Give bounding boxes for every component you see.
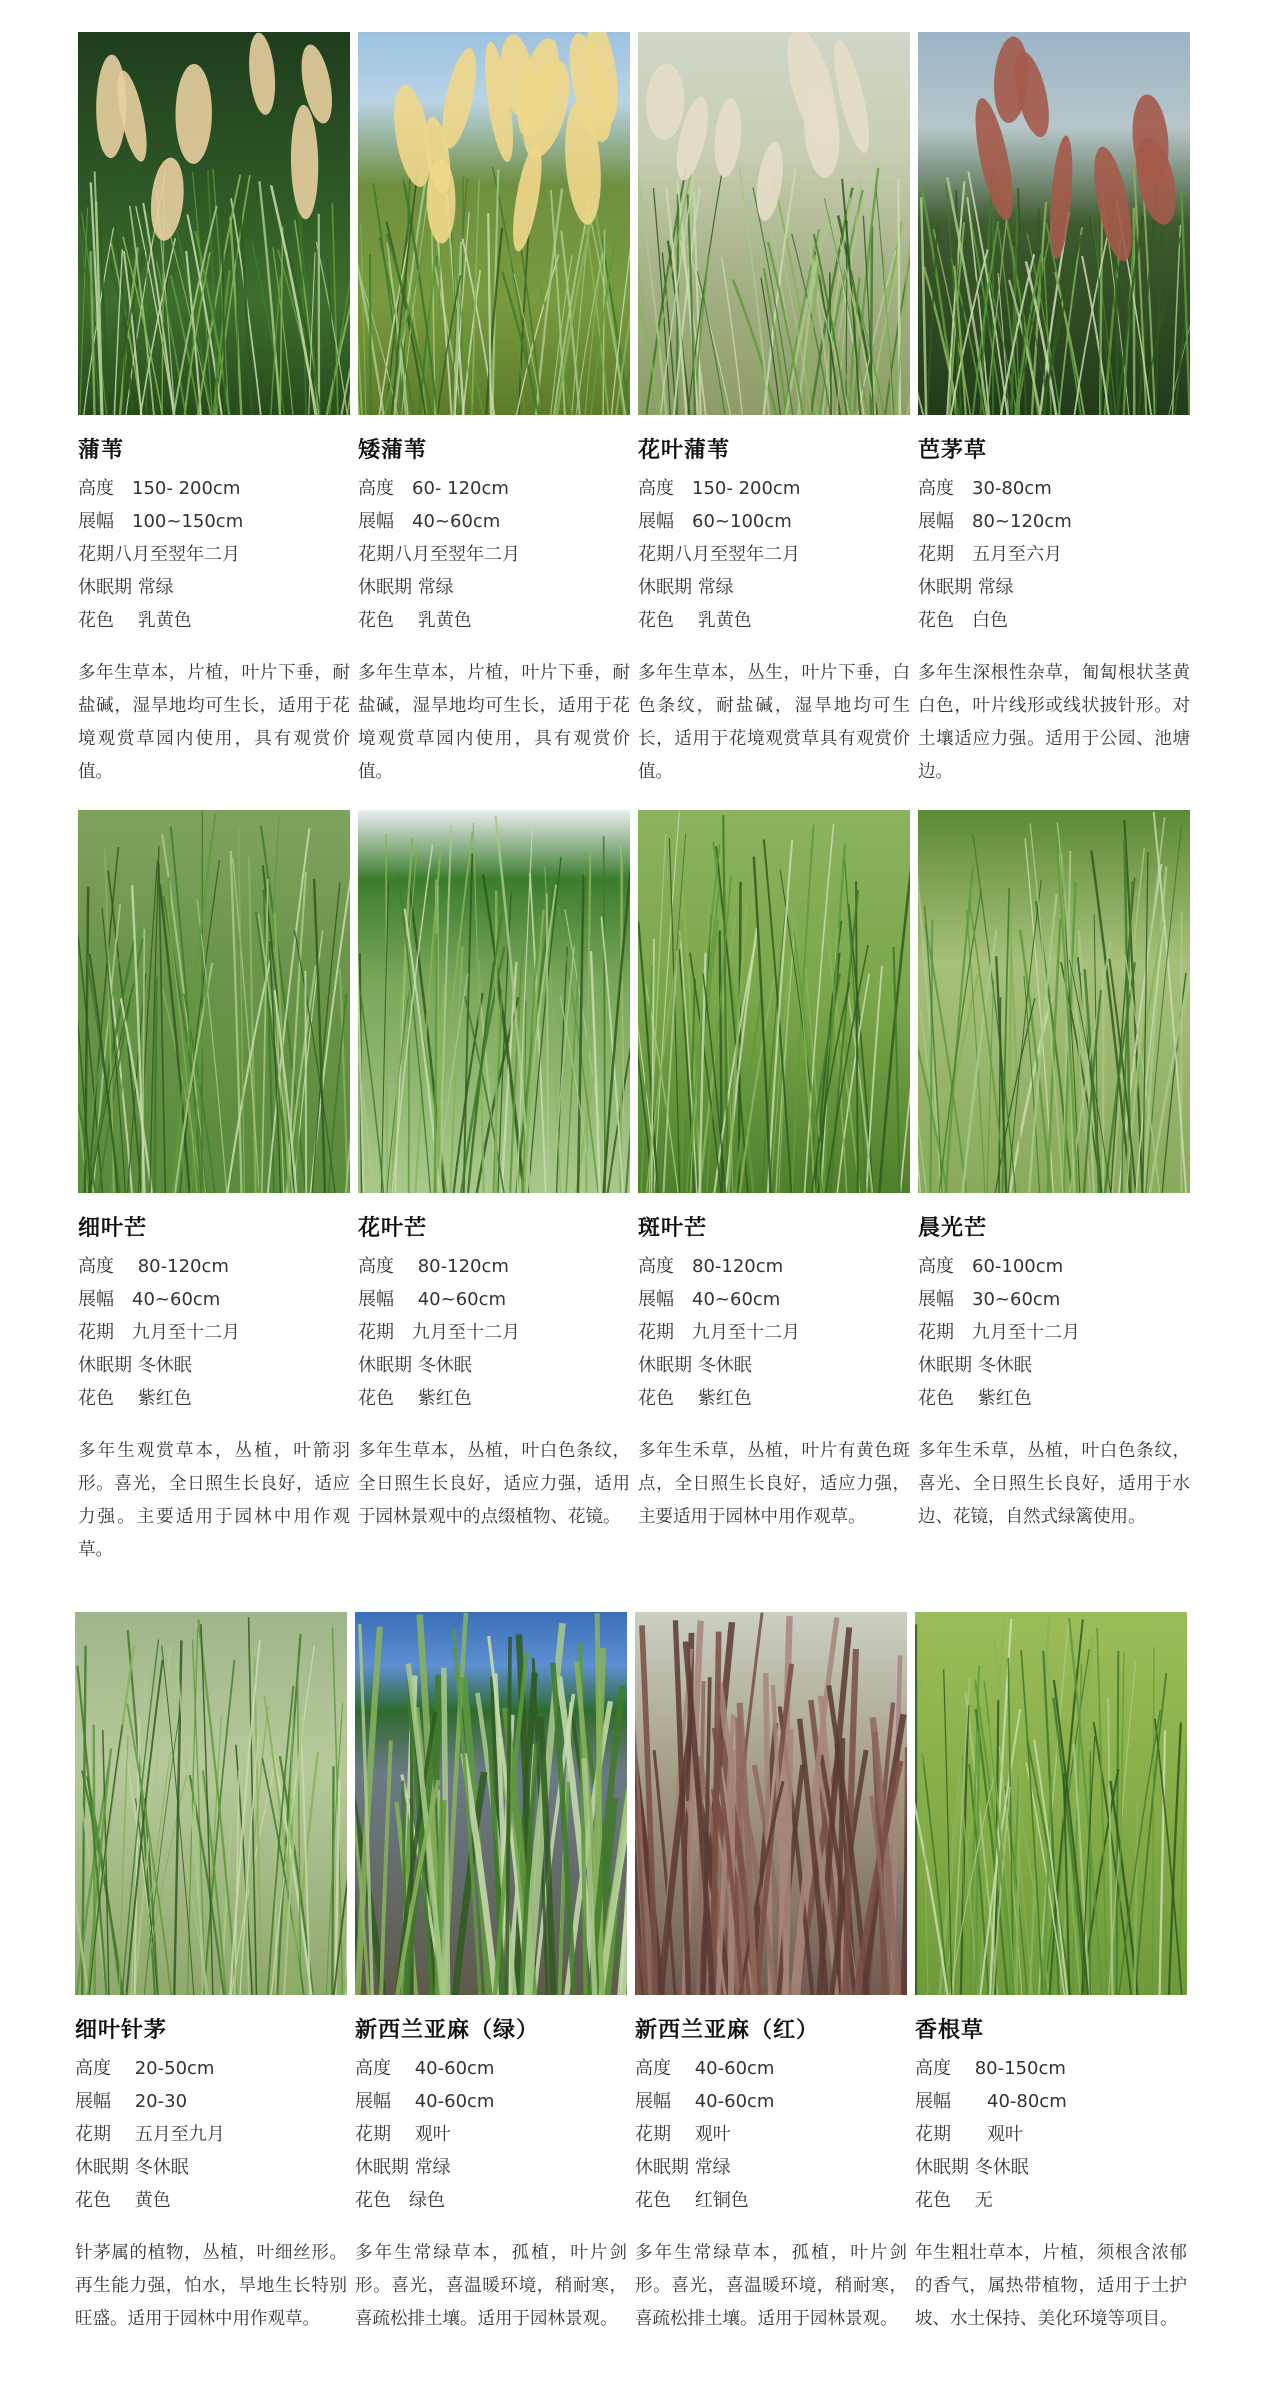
grass-illustration xyxy=(78,810,350,1193)
grass-blade xyxy=(931,920,933,1193)
grass-blade xyxy=(1146,825,1182,1193)
grass-blade xyxy=(987,980,993,1193)
grass-blade xyxy=(332,1766,333,1995)
plant-flower-color: 花色 白色 xyxy=(918,610,1008,631)
plant-description: 年生粗壮草本，片植，须根含浓郁的香气，属热带植物，适用于土护坡、水土保持、美化环境等项目。 xyxy=(915,2243,1187,2329)
plant-height: 高度 80-150cm xyxy=(915,2058,1066,2079)
grass-blade xyxy=(268,828,310,1193)
grass-blade xyxy=(638,221,639,415)
plant-height: 高度 150- 200cm xyxy=(638,478,801,499)
grass-illustration xyxy=(918,32,1190,415)
plant-flowering: 花期 九月至十二月 xyxy=(638,1322,800,1343)
grass-illustration xyxy=(635,1612,907,1995)
plant-flowering: 花期 五月至六月 xyxy=(918,544,1062,565)
nz-flax-green-photo xyxy=(355,1612,627,1995)
plant-name: 细叶芒 xyxy=(78,1216,148,1241)
plant-description: 多年生常绿草本，孤植，叶片剑形。喜光，喜温暖环境，稍耐寒，喜疏松排土壤。适用于园林景观。 xyxy=(635,2243,907,2329)
grass-illustration xyxy=(358,32,630,415)
stipa-tenuissima-photo xyxy=(75,1612,347,1995)
grass-blade xyxy=(370,254,371,415)
plant-spread: 展幅 40~60cm xyxy=(638,1289,781,1310)
grass-blade xyxy=(918,280,923,415)
grass-blade xyxy=(723,815,727,1193)
plant-flower-color: 花色 紫红色 xyxy=(638,1388,752,1409)
grass-blade xyxy=(386,834,387,1193)
plant-spread: 展幅 40~60cm xyxy=(358,511,501,532)
plant-name: 蒲苇 xyxy=(78,438,125,463)
plant-card xyxy=(918,32,1190,789)
grass-plume xyxy=(147,156,187,242)
grass-illustration xyxy=(915,1612,1187,1995)
grass-illustration xyxy=(638,810,910,1193)
plant-card xyxy=(358,32,630,789)
grass-illustration xyxy=(638,32,910,415)
plant-card xyxy=(638,810,910,1534)
grass-blade xyxy=(381,1740,391,1995)
plant-flowering: 花期 九月至十二月 xyxy=(918,1322,1080,1343)
grass-blade xyxy=(967,910,986,1193)
plant-card xyxy=(358,810,630,1534)
plant-name: 矮蒲苇 xyxy=(358,438,428,463)
plant-height: 高度 60-100cm xyxy=(918,1256,1064,1277)
plant-flower-color: 花色 黄色 xyxy=(75,2190,171,2211)
plant-height: 高度 60- 120cm xyxy=(358,478,509,499)
plant-height: 高度 40-60cm xyxy=(355,2058,495,2079)
plant-flower-color: 花色 乳黄色 xyxy=(638,610,752,631)
grass-plume xyxy=(175,64,212,164)
grass-plume xyxy=(711,97,744,178)
grass-blade xyxy=(626,890,630,1193)
grass-illustration xyxy=(358,810,630,1193)
grass-blade xyxy=(143,1772,187,1995)
grass-blade xyxy=(249,857,256,1193)
plant-description: 多年生草本，片植，叶片下垂，耐盐碱，湿旱地均可生长，适用于花境观赏草园内使用，具有观赏价值。 xyxy=(358,663,630,782)
grass-plume xyxy=(507,143,547,254)
plant-dormancy: 休眠期 常绿 xyxy=(918,577,1014,598)
grass-blade xyxy=(409,991,410,1193)
grass-blade xyxy=(358,202,359,415)
plant-flowering: 花期 观叶 xyxy=(915,2124,1023,2145)
plant-description: 多年生草本，丛植，叶白色条纹，全日照生长良好，适应力强，适用于园林景观中的点缀植物、花镜。 xyxy=(358,1441,630,1527)
plant-flowering: 花期 观叶 xyxy=(355,2124,451,2145)
plant-spread: 展幅 100~150cm xyxy=(78,511,244,532)
plant-height: 高度 80-120cm xyxy=(358,1256,509,1277)
grass-blade xyxy=(361,223,366,415)
grass-illustration xyxy=(75,1612,347,1995)
plant-flower-color: 花色 乳黄色 xyxy=(358,610,472,631)
grass-blade xyxy=(326,1703,342,1995)
grass-blade xyxy=(946,183,961,415)
plant-dormancy: 休眠期 常绿 xyxy=(635,2157,731,2178)
plant-card xyxy=(635,1612,907,2336)
grass-blade xyxy=(1181,191,1189,415)
grass-blade xyxy=(608,933,630,1193)
grass-blade xyxy=(1153,1647,1154,1995)
plant-description: 针茅属的植物，丛植，叶细丝形。再生能力强，怕水，旱地生长特别旺盛。适用于园林中用作观草。 xyxy=(75,2243,347,2329)
grass-plume xyxy=(290,105,319,220)
grass-blade xyxy=(1155,1719,1182,1995)
plant-name: 新西兰亚麻（绿） xyxy=(355,2018,540,2043)
grass-blade xyxy=(522,915,539,1193)
grass-blade xyxy=(440,825,451,1193)
grass-illustration xyxy=(918,810,1190,1193)
grass-blade xyxy=(358,181,362,415)
plant-dormancy: 休眠期 冬休眠 xyxy=(915,2157,1029,2178)
plant-flowering: 花期八月至翌年二月 xyxy=(638,544,800,565)
grass-blade xyxy=(493,989,502,1193)
plant-dormancy: 休眠期 冬休眠 xyxy=(78,1355,192,1376)
grass-blade xyxy=(437,237,441,415)
grass-illustration xyxy=(355,1612,627,1995)
fine-leaf-miscanthus-photo xyxy=(78,810,350,1193)
zebra-miscanthus-photo xyxy=(638,810,910,1193)
plant-flowering: 花期八月至翌年二月 xyxy=(358,544,520,565)
plant-name: 细叶针茅 xyxy=(75,2018,168,2043)
plant-spread: 展幅 40~60cm xyxy=(358,1289,507,1310)
plant-flowering: 花期 九月至十二月 xyxy=(358,1322,520,1343)
plant-description: 多年生禾草，丛植，叶白色条纹，喜光、全日照生长良好，适用于水边、花镜，自然式绿篱使用。 xyxy=(918,1441,1190,1527)
plant-name: 晨光芒 xyxy=(918,1216,988,1241)
plant-description: 多年生禾草，丛植，叶片有黄色斑点，全日照生长良好，适应力强，主要适用于园林中用作观草。 xyxy=(638,1441,910,1527)
plant-height: 高度 80-120cm xyxy=(78,1256,229,1277)
plant-card xyxy=(75,1612,347,2336)
plant-spread: 展幅 60~100cm xyxy=(638,511,792,532)
plant-dormancy: 休眠期 常绿 xyxy=(638,577,734,598)
dwarf-pampas-grass-photo xyxy=(358,32,630,415)
plant-name: 花叶芒 xyxy=(358,1216,428,1241)
grass-blade xyxy=(604,836,605,1193)
plant-card xyxy=(915,1612,1187,2336)
plant-description: 多年生观赏草本，丛植，叶箭羽形。喜光，全日照生长良好，适应力强。主要适用于园林中用作观草。 xyxy=(78,1441,350,1560)
plant-flowering: 花期 观叶 xyxy=(635,2124,731,2145)
plant-flower-color: 花色 紫红色 xyxy=(918,1388,1032,1409)
grass-blade xyxy=(722,257,742,415)
vetiver-grass-photo xyxy=(915,1612,1187,1995)
plant-dormancy: 休眠期 冬休眠 xyxy=(75,2157,189,2178)
grass-blade xyxy=(346,1673,347,1995)
variegated-pampas-grass-photo xyxy=(638,32,910,415)
grass-blade xyxy=(305,971,306,1193)
grass-blade xyxy=(682,982,683,1193)
grass-blade xyxy=(553,946,574,1193)
plant-spread: 展幅 40~60cm xyxy=(78,1289,221,1310)
grass-blade xyxy=(463,270,480,415)
grass-blade xyxy=(230,217,241,415)
plant-flower-color: 花色 无 xyxy=(915,2190,993,2211)
plant-flowering: 花期八月至翌年二月 xyxy=(78,544,240,565)
plant-card xyxy=(918,810,1190,1534)
plant-spread: 展幅 80~120cm xyxy=(918,511,1072,532)
grass-blade xyxy=(921,197,926,415)
plant-card xyxy=(78,810,350,1567)
plant-height: 高度 80-120cm xyxy=(638,1256,784,1277)
plant-name: 花叶蒲苇 xyxy=(638,438,731,463)
plant-flower-color: 花色 绿色 xyxy=(355,2190,445,2211)
grass-blade xyxy=(604,869,630,1193)
plant-card xyxy=(638,32,910,789)
plant-card xyxy=(78,32,350,789)
bamao-grass-photo xyxy=(918,32,1190,415)
plant-description: 多年生深根性杂草，匍匐根状茎黄白色，叶片线形或线状披针形。对土壤适应力强。适用于公园、池塘边。 xyxy=(918,663,1190,782)
plant-dormancy: 休眠期 冬休眠 xyxy=(358,1355,472,1376)
plant-spread: 展幅 40-60cm xyxy=(355,2091,495,2112)
grass-blade xyxy=(239,197,252,415)
plant-dormancy: 休眠期 冬休眠 xyxy=(638,1355,752,1376)
morning-light-miscanthus-photo xyxy=(918,810,1190,1193)
grass-blade xyxy=(237,242,238,415)
grass-illustration xyxy=(78,32,350,415)
grass-blade xyxy=(1118,1652,1124,1995)
grass-blade xyxy=(176,1657,206,1995)
plant-name: 新西兰亚麻（红） xyxy=(635,2018,820,2043)
grass-plume xyxy=(246,32,278,116)
plant-height: 高度 40-60cm xyxy=(635,2058,775,2079)
plant-name: 芭茅草 xyxy=(918,438,988,463)
grass-blade xyxy=(664,951,678,1193)
plant-description: 多年生草本，丛生，叶片下垂，白色条纹，耐盐碱，湿旱地均可生长，适用于花境观赏草具有观赏价值。 xyxy=(638,663,910,782)
grass-blade xyxy=(340,969,348,1193)
plant-dormancy: 休眠期 常绿 xyxy=(358,577,454,598)
grass-blade xyxy=(91,251,95,415)
plant-flower-color: 花色 紫红色 xyxy=(358,1388,472,1409)
grass-blade xyxy=(1162,973,1186,1193)
plant-description: 多年生常绿草本，孤植，叶片剑形。喜光，喜温暖环境，稍耐寒，喜疏松排土壤。适用于园林景观。 xyxy=(355,2243,627,2329)
grass-plume xyxy=(1046,135,1076,260)
plant-flowering: 花期 九月至十二月 xyxy=(78,1322,240,1343)
plant-flower-color: 花色 乳黄色 xyxy=(78,610,192,631)
grass-plume xyxy=(426,158,456,244)
grass-blade xyxy=(856,881,858,1193)
grass-blade xyxy=(922,1753,948,1995)
grass-blade xyxy=(900,858,910,1193)
nz-flax-red-photo xyxy=(635,1612,907,1995)
plant-card xyxy=(355,1612,627,2336)
plant-dormancy: 休眠期 常绿 xyxy=(78,577,174,598)
plant-spread: 展幅 40-60cm xyxy=(635,2091,775,2112)
grass-blade xyxy=(119,1735,127,1995)
plant-flower-color: 花色 紫红色 xyxy=(78,1388,192,1409)
plant-description: 多年生草本，片植，叶片下垂，耐盐碱，湿旱地均可生长，适用于花境观赏草园内使用，具有观赏价值。 xyxy=(78,663,350,782)
plant-flower-color: 花色 红铜色 xyxy=(635,2190,749,2211)
plant-height: 高度 150- 200cm xyxy=(78,478,241,499)
plant-height: 高度 30-80cm xyxy=(918,478,1052,499)
plant-flowering: 花期 五月至九月 xyxy=(75,2124,225,2145)
plant-spread: 展幅 20-30 xyxy=(75,2091,188,2112)
pampas-grass-photo xyxy=(78,32,350,415)
plant-height: 高度 20-50cm xyxy=(75,2058,215,2079)
plant-spread: 展幅 40-80cm xyxy=(915,2091,1067,2112)
plant-spread: 展幅 30~60cm xyxy=(918,1289,1061,1310)
grass-blade xyxy=(586,854,590,1193)
grass-blade xyxy=(1178,1640,1187,1995)
grass-plume xyxy=(645,63,686,141)
variegated-miscanthus-photo xyxy=(358,810,630,1193)
plant-name: 香根草 xyxy=(915,2018,985,2043)
plant-dormancy: 休眠期 常绿 xyxy=(355,2157,451,2178)
plant-dormancy: 休眠期 冬休眠 xyxy=(918,1355,1032,1376)
grass-blade xyxy=(620,855,622,1193)
plant-name: 斑叶芒 xyxy=(638,1216,708,1241)
grass-blade xyxy=(1116,278,1118,415)
